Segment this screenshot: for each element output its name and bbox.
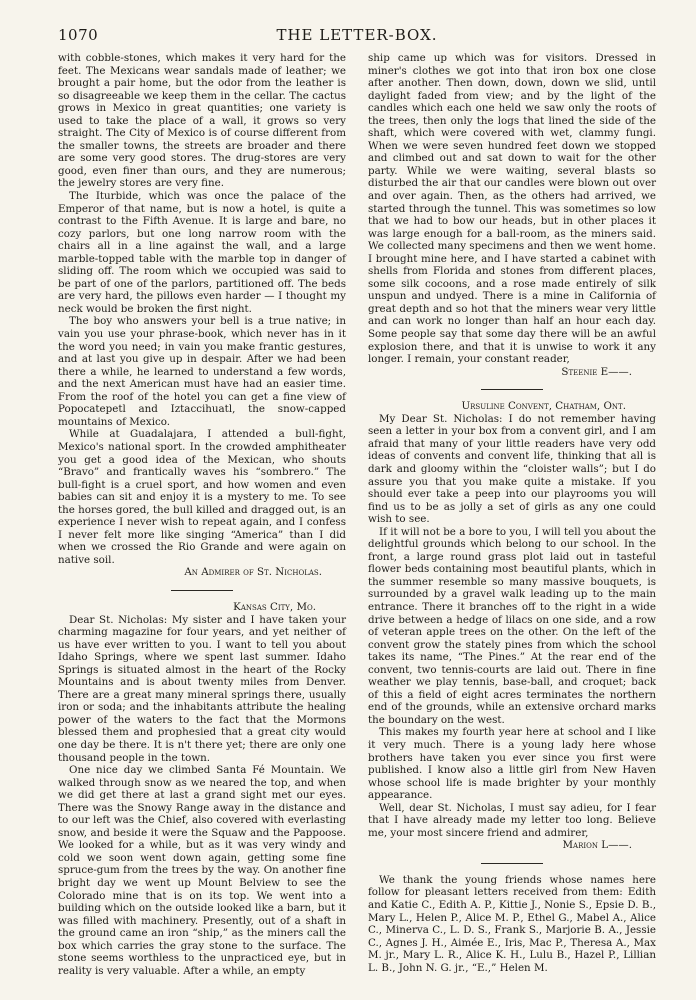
letter-paragraph: The boy who answers your bell is a true native; in vain you use your phrase-book, which never has in it the word you need; in vain you make frantic gestures, and at last you give up in despair. After we had been there a while, he learned to understand a few words, and the next American must have had an easier time. From the roof of the hotel you can get a fine view of Popocatepetl and Iztaccihuatl, the snow-capped mountains of Mexico.: [58, 315, 346, 428]
letter-paragraph: with cobble-stones, which makes it very hard for the feet. The Mexicans wear sandals made of leather; we brought a pair home, but the odor from the leather is so disagreeable we keep them in the cellar. The cactus grows in Mexico in great quantities; one variety is used to take the place of a wall, it grows so very straight. The City of Mexico is of course different from the smaller towns, the streets are broader and there are some very good stores. The drug-stores are very good, even finer than ours, and they are numerous; the jewelry stores are very fine.: [58, 52, 346, 190]
page-header: [58, 26, 656, 50]
section-divider: [481, 863, 543, 864]
letter-paragraph: Well, dear St. Nicholas, I must say adieu, for I fear that I have already made my letter too long. Believe me, your most sincere friend and admirer,: [368, 801, 656, 839]
letter-paragraph: If it will not be a bore to you, I will tell you about the delightful grounds which belong to our school. In the front, a large round grass plot laid out in tasteful flower beds containing most beautiful plants, which in the summer resemble so many massive bouquets, is surrounded by a gravel walk leading up to the main entrance. There it branches off to the right in a wide drive between a hedge of lilacs on one side, and a row of veteran apple trees on the other. On the left of the convent grow the stately pines from which the school takes its name, “The Pines.” At the rear end of the convent, two tennis-courts are laid out. There in fine weather we play tennis, base-ball, and croquet; back of this a field of eight acres terminates the northern end of the grounds, while an extensive orchard marks the boundary on the west.: [368, 525, 656, 726]
letter-signature: Marion L——.: [562, 839, 632, 852]
letter-dateline: Kansas City, Mo.: [233, 600, 316, 613]
letter-paragraph: ship came up which was for visitors. Dressed in miner's clothes we got into that iron box one close after another. Then down, down, down we slid, until daylight faded from view; and by the light of the candles which each one held we saw only the roots of the trees, then only the logs that lined the side of the shaft, which were covered with wet, clammy fungi. When we were seven hundred feet down we stopped and climbed out and sat down to wait for the other party. While we were waiting, several blasts so disturbed the air that our candles were blown out over and over again. Then, as the others had arrived, we started through the tunnel. This was sometimes so low that we had to bow our heads, but in other places it was large enough for a ball-room, as the miners said. We collected many specimens and then we went home. I brought mine here, and I have started a cabinet with shells from Florida and stones from different places, some silk cocoons, and a rose made entirely of silk unspun and undyed. There is a mine in California of great depth and so hot that the miners wear very little and can work no longer than half an hour each day. Some people say that some day there will be an awful explosion there, and that it is unwise to work it any longer. I remain, your constant reader,: [368, 52, 656, 366]
letter-paragraph: My Dear St. Nicholas: I do not remember having seen a letter in your box from a convent girl, and I am afraid that many of your little readers have very odd ideas of convents and convent life, thinking that all is dark and gloomy within the “cloister walls”; but I do assure you that you make quite a mistake. If you should ever take a peep into our playrooms you will find us to be as jolly a set of girls as any one could wish to see.: [368, 412, 656, 526]
thanks-paragraph: We thank the young friends whose names here follow for pleasant letters received from them: Edith and Katie C., Edith A. P., Kittie J., Nonie S., Epsie D. B., Mary L., Helen P., Alice M. P., Ethel G., Mabel A., Alice C., Minerva C., L. D. S., Frank S., Marjorie B. A., Jessie C., Agnes J. H., Aimée E., Iris, Mac P., Theresa A., Max M. jr., Mary L. R., Alice K. H., Lulu B., Hazel P., Lillian L. B., John N. G. jr., “E.,” Helen M.: [368, 873, 656, 974]
page-number: 1070: [58, 26, 99, 44]
letter-dateline: Ursuline Convent, Chatham, Ont.: [461, 400, 626, 413]
letter-paragraph: While at Guadalajara, I attended a bull-fight, Mexico's national sport. In the crowded amphitheater you get a good idea of the Mexican, who shouts “Bravo” and frantically waves his “sombrero.” The bull-fight is a cruel sport, and how women and even babies can sit and enjoy it is a mystery to me. To see the horses gored, the bull killed and dragged out, is an experience I never wish to repeat again, and I confess I never felt more like singing “America” than I did when we crossed the Rio Grande and were again on native soil.: [58, 428, 346, 566]
section-divider: [481, 389, 543, 390]
text-columns: [58, 52, 656, 977]
right-column: [368, 52, 656, 977]
section-divider: [171, 590, 233, 591]
letter-paragraph: Dear St. Nicholas: My sister and I have taken your charming magazine for four years, and yet neither of us have ever written to you. I want to tell you about Idaho Springs, where we spent last summer. Idaho Springs is situated almost in the heart of the Rocky Mountains and is about twenty miles from Denver. There are a great many mineral springs there, usually iron or soda; and the inhabitants attribute the healing power of the waters to the fact that the Mormons blessed them and prophesied that a great city would one day be there. It is n't there yet; there are only one thousand people in the town.: [58, 613, 346, 764]
running-head: THE LETTER-BOX.: [276, 26, 438, 44]
letter-paragraph: The Iturbide, which was once the palace of the Emperor of that name, but is now a hotel, is quite a contrast to the Fifth Avenue. It is large and bare, no cozy parlors, but one long narrow room with the chairs all in a line against the wall, and a large marble-topped table with the marble top in danger of sliding off. The room which we occupied was said to be part of one of the parlors, partitioned off. The beds are very hard, the pillows even harder — I thought my neck would be broken the first night.: [58, 190, 346, 315]
left-column: [58, 52, 346, 977]
letter-paragraph: This makes my fourth year here at school and I like it very much. There is a young lady here whose brothers have taken you ever since you first were published. I know also a little girl from New Haven whose school life is made brighter by your monthly appearance.: [368, 726, 656, 802]
letter-signature: Steenie E——.: [561, 365, 632, 378]
letter-signature: An Admirer of St. Nicholas.: [184, 566, 322, 579]
letter-paragraph: One nice day we climbed Santa Fé Mountain. We walked through snow as we neared the top, and when we did get there at last a grand sight met our eyes. There was the Snowy Range away in the distance and to our left was the Chief, also covered with everlasting snow, and beside it were the Squaw and the Pappoose. We looked for a while, but as it was very windy and cold we soon went down again, getting some fine spruce-gum from the trees by the way. On another fine bright day we went up Mount Belview to see the Colorado mine that is on its top. We went into a building which on the outside looked like a barn, but it was filled with machinery. Presently, out of a shaft in the ground came an iron “ship,” as the miners call the box which carries the gray stone to the surface. The stone seems worthless to the unpracticed eye, but in reality is very valuable. After a while, an empty: [58, 764, 346, 977]
